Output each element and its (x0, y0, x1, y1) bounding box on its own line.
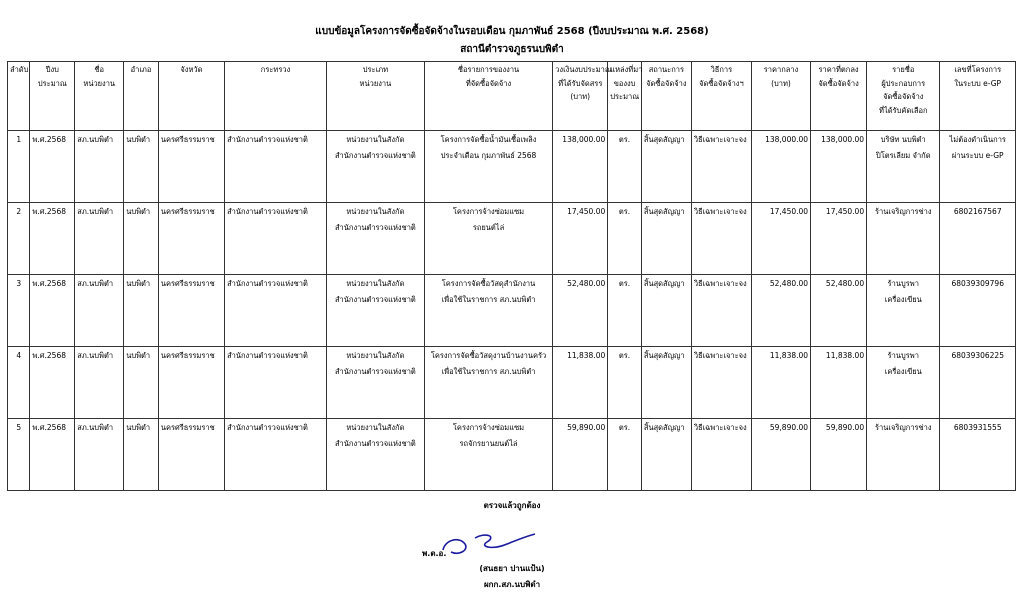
cell-line: รถยนต์ไล่ (472, 223, 505, 232)
column-header (326, 62, 424, 131)
cell-unit: สภ.นบพิตำ (75, 131, 124, 203)
column-header-text: อำเภอ (130, 65, 152, 74)
cell-district: นบพิตำ (124, 275, 159, 347)
cell-line: ร้านบูรพา (887, 279, 919, 288)
cell-no: 1 (8, 131, 30, 203)
column-header-text: ประมาณ (37, 78, 67, 88)
cell-status: สิ้นสุดสัญญา (641, 203, 691, 275)
cell-line: ประจำเดือน กุมภาพันธ์ 2568 (440, 151, 537, 160)
column-header (158, 62, 224, 131)
cell-item (424, 347, 552, 419)
cell-line: หน่วยงานในสังกัด (346, 351, 405, 360)
cell-item (424, 203, 552, 275)
column-header (225, 62, 327, 131)
cell-unit: สภ.นบพิตำ (75, 347, 124, 419)
column-header (867, 62, 940, 131)
table-row (8, 419, 1016, 491)
cell-agreed: 17,450.00 (811, 203, 867, 275)
cell-line: ปิโตรเลียม จำกัด (875, 151, 931, 160)
cell-budget: 138,000.00 (553, 131, 608, 203)
column-header-text: (บาท) (570, 92, 591, 101)
cell-unit: สภ.นบพิตำ (75, 203, 124, 275)
cell-type (326, 275, 424, 347)
cell-agreed: 52,480.00 (811, 275, 867, 347)
cell-type (326, 419, 424, 491)
cell-egp (940, 347, 1016, 419)
column-header-text: ชื่อ (94, 65, 105, 74)
cell-no: 3 (8, 275, 30, 347)
column-header-text: (บาท) (771, 78, 791, 88)
column-header-text: ชื่อรายการของงาน (457, 65, 520, 74)
column-header-text: เลขที่โครงการ (954, 65, 1002, 74)
cell-line: บริษัท นบพิตำ (880, 135, 926, 144)
cell-source: ตร. (608, 203, 642, 275)
cell-line: 6803931555 (953, 423, 1002, 432)
cell-egp (940, 419, 1016, 491)
cell-budget: 59,890.00 (553, 419, 608, 491)
column-header-text: ที่ได้รับคัดเลือก (879, 105, 928, 115)
column-header-text: ลำดับ (10, 65, 29, 74)
cell-no: 5 (8, 419, 30, 491)
signer-rank: พ.ต.อ. (422, 549, 447, 558)
procurement-table (7, 61, 1016, 491)
cell-ministry: สำนักงานตำรวจแห่งชาติ (225, 347, 327, 419)
cell-line: หน่วยงานในสังกัด (346, 279, 405, 288)
cell-line: สำนักงานตำรวจแห่งชาติ (334, 151, 416, 160)
cell-status: สิ้นสุดสัญญา (641, 419, 691, 491)
column-header-text: ประมาณ (610, 92, 640, 101)
cell-province: นครศรีธรรมราช (158, 203, 224, 275)
cell-year: พ.ศ.2568 (30, 419, 75, 491)
cell-method: วิธีเฉพาะเจาะจง (691, 419, 751, 491)
column-header (608, 62, 642, 131)
cell-no: 2 (8, 203, 30, 275)
document-title: แบบข้อมูลโครงการจัดซื้อจัดจ้างในรอบเดือน กุมภาพันธ์ 2568 (ปีงบประมาณ พ.ศ. 2568) (315, 26, 709, 37)
cell-agreed: 138,000.00 (811, 131, 867, 203)
cell-ministry: สำนักงานตำรวจแห่งชาติ (225, 131, 327, 203)
column-header-text: รายชื่อ (892, 65, 915, 74)
cell-item (424, 275, 552, 347)
cell-province: นครศรีธรรมราช (158, 347, 224, 419)
cell-unit: สภ.นบพิตำ (75, 275, 124, 347)
cell-line: โครงการจัดซื้อวัสดุงานบ้านงานครัว (430, 351, 547, 360)
cell-year: พ.ศ.2568 (30, 131, 75, 203)
cell-district: นบพิตำ (124, 203, 159, 275)
cell-line: สำนักงานตำรวจแห่งชาติ (334, 223, 416, 232)
column-header-text: จัดซื้อจัดจ้าง (646, 78, 687, 88)
cell-line: 68039306225 (951, 351, 1004, 360)
cell-budget: 52,480.00 (553, 275, 608, 347)
cell-type (326, 203, 424, 275)
cell-method: วิธีเฉพาะเจาะจง (691, 275, 751, 347)
cell-district: นบพิตำ (124, 419, 159, 491)
cell-budget: 17,450.00 (553, 203, 608, 275)
cell-line: ไม่ต้องดำเนินการ (949, 135, 1006, 144)
column-header (641, 62, 691, 131)
column-header-text: หน่วยงาน (83, 78, 116, 88)
table-row (8, 275, 1016, 347)
cell-line: โครงการจ้างซ่อมแซม (452, 207, 525, 216)
column-header-text: วงเงินงบประมาณ (555, 65, 612, 74)
cell-source: ตร. (608, 275, 642, 347)
column-header-text: จัดซื้อจัดจ้าง (883, 92, 924, 101)
table-header-row (8, 62, 1016, 131)
cell-source: ตร. (608, 347, 642, 419)
column-header (424, 62, 552, 131)
column-header (124, 62, 159, 131)
cell-vendor (867, 131, 940, 203)
cell-median: 17,450.00 (751, 203, 810, 275)
cell-line: รถจักรยานยนต์ไล่ (459, 439, 518, 448)
column-header (8, 62, 30, 131)
cell-line: เพื่อใช้ในราชการ สภ.นบพิตำ (441, 295, 536, 304)
cell-budget: 11,838.00 (553, 347, 608, 419)
cell-median: 138,000.00 (751, 131, 810, 203)
cell-egp (940, 275, 1016, 347)
column-header (553, 62, 612, 131)
column-header-text: วิธีการ (710, 65, 733, 74)
column-header-text: ปีงบ (45, 65, 59, 74)
cell-line: สำนักงานตำรวจแห่งชาติ (334, 367, 416, 376)
cell-egp (940, 131, 1016, 203)
column-header-text: ในระบบ e-GP (954, 78, 1002, 88)
signer-name: (สนธยา ปานแป้น) (479, 564, 545, 573)
cell-province: นครศรีธรรมราช (158, 131, 224, 203)
cell-median: 11,838.00 (751, 347, 810, 419)
cell-line: โครงการจัดซื้อวัสดุสำนักงาน (441, 279, 536, 288)
column-header-text: ที่จัดซื้อจัดจ้าง (465, 78, 512, 88)
cell-year: พ.ศ.2568 (30, 275, 75, 347)
cell-method: วิธีเฉพาะเจาะจง (691, 347, 751, 419)
cell-province: นครศรีธรรมราช (158, 419, 224, 491)
column-header-text: สถานะการ (648, 65, 684, 74)
cell-source: ตร. (608, 419, 642, 491)
cell-line: หน่วยงานในสังกัด (346, 135, 405, 144)
cell-agreed: 59,890.00 (811, 419, 867, 491)
cell-ministry: สำนักงานตำรวจแห่งชาติ (225, 275, 327, 347)
cell-status: สิ้นสุดสัญญา (641, 131, 691, 203)
cell-source: ตร. (608, 131, 642, 203)
document-subtitle: สถานีตำรวจภูธรนบพิตำ (460, 44, 564, 55)
column-header-text: ผู้ประกอบการ (881, 78, 926, 88)
cell-unit: สภ.นบพิตำ (75, 419, 124, 491)
cell-vendor (867, 347, 940, 419)
cell-ministry: สำนักงานตำรวจแห่งชาติ (225, 203, 327, 275)
cell-line: ผ่านระบบ e-GP (951, 151, 1004, 160)
cell-vendor (867, 203, 940, 275)
cell-item (424, 419, 552, 491)
cell-method: วิธีเฉพาะเจาะจง (691, 131, 751, 203)
cell-line: เพื่อใช้ในราชการ สภ.นบพิตำ (441, 367, 536, 376)
table-row (8, 131, 1016, 203)
cell-line: สำนักงานตำรวจแห่งชาติ (334, 439, 416, 448)
table-body (8, 131, 1016, 491)
column-header-text: ของงบ (613, 78, 636, 88)
column-header-text: ประเภท (362, 65, 389, 74)
cell-line: ร้านเจริญการช่าง (875, 207, 932, 216)
cell-line: เครื่องเขียน (884, 295, 922, 304)
signature-image (437, 520, 537, 560)
column-header (940, 62, 1016, 131)
cell-line: หน่วยงานในสังกัด (346, 207, 405, 216)
cell-line: สำนักงานตำรวจแห่งชาติ (334, 295, 416, 304)
cell-item (424, 131, 552, 203)
cell-line: หน่วยงานในสังกัด (346, 423, 405, 432)
column-header-text: ราคากลาง (763, 65, 799, 74)
cell-agreed: 11,838.00 (811, 347, 867, 419)
cell-year: พ.ศ.2568 (30, 347, 75, 419)
column-header (811, 62, 867, 131)
cell-district: นบพิตำ (124, 131, 159, 203)
cell-no: 4 (8, 347, 30, 419)
cell-line: ร้านเจริญการช่าง (875, 423, 932, 432)
column-header (751, 62, 810, 131)
signer-position: ผกก.สภ.นบพิตำ (483, 580, 541, 589)
column-header-text: หน่วยงาน (359, 78, 392, 88)
cell-line: ร้านบูรพา (887, 351, 919, 360)
column-header-text: จังหวัด (180, 65, 203, 74)
cell-ministry: สำนักงานตำรวจแห่งชาติ (225, 419, 327, 491)
table-row (8, 347, 1016, 419)
cell-line: เครื่องเขียน (884, 367, 922, 376)
column-header (691, 62, 751, 131)
cell-median: 59,890.00 (751, 419, 810, 491)
cell-line: 6802167567 (953, 207, 1002, 216)
cell-type (326, 131, 424, 203)
column-header (75, 62, 124, 131)
column-header-text: ราคาที่ตกลง (818, 65, 859, 74)
column-header-text: จัดซื้อจัดจ้างฯ (699, 78, 744, 88)
cell-status: สิ้นสุดสัญญา (641, 347, 691, 419)
cell-line: โครงการจ้างซ่อมแซม (452, 423, 525, 432)
cell-method: วิธีเฉพาะเจาะจง (691, 203, 751, 275)
column-header-text: ที่ได้รับจัดสรร (558, 78, 603, 88)
cell-province: นครศรีธรรมราช (158, 275, 224, 347)
cell-district: นบพิตำ (124, 347, 159, 419)
cell-line: 68039309796 (951, 279, 1004, 288)
cell-status: สิ้นสุดสัญญา (641, 275, 691, 347)
column-header-text: แหล่งที่มา (610, 65, 643, 74)
cell-year: พ.ศ.2568 (30, 203, 75, 275)
cell-egp (940, 203, 1016, 275)
column-header-text: จัดซื้อจัดจ้าง (818, 78, 859, 88)
cell-vendor (867, 275, 940, 347)
verified-label: ตรวจแล้วถูกต้อง (483, 501, 541, 510)
cell-type (326, 347, 424, 419)
cell-vendor (867, 419, 940, 491)
table-row (8, 203, 1016, 275)
column-header (30, 62, 75, 131)
cell-line: โครงการจัดซื้อน้ำมันเชื้อเพลิง (440, 135, 537, 144)
column-header-text: กระทรวง (260, 65, 291, 74)
cell-median: 52,480.00 (751, 275, 810, 347)
